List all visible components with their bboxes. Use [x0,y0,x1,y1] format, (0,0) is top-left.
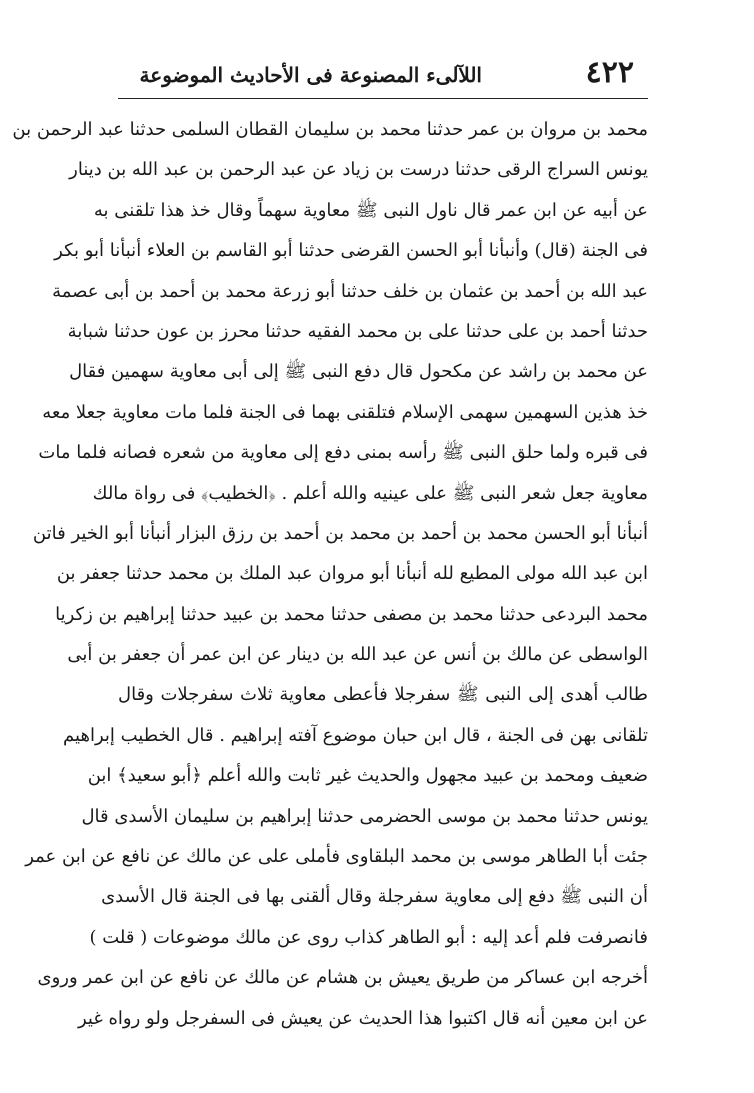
text-line: تلقانى بهن فى الجنة ، قال ابن حبان موضوع آفته إبراهيم . قال الخطيب إبراهيم [63,724,648,746]
text-line: فى قبره ولما حلق النبى ﷺ رأسه بمنى دفع إلى معاوية من شعره فصانه فلما مات [38,442,648,464]
text-line: جئت أبا الطاهر موسى بن محمد البلقاوى فأملى على عن مالك عن نافع عن ابن عمر [25,846,648,868]
text-line: محمد بن مروان بن عمر حدثنا محمد بن سليمان القطان السلمى حدثنا عبد الرحمن بن [12,119,648,140]
text-line: عن ابن معين أنه قال اكتبوا هذا الحديث عن يعيش فى السفرجل ولو رواه غير [78,1007,648,1029]
text-line: الواسطى عن مالك بن أنس عن عبد الله بن دينار عن ابن عمر أن جعفر بن أبى [67,644,648,666]
text-line: طالب أهدى إلى النبى ﷺ سفرجلا فأعطى معاوية ثلاث سفرجلات وقال [118,684,648,706]
page-header [118,50,648,94]
text-line: خذ هذين السهمين سهمى الإسلام فتلقنى بهما فى الجنة فلما مات معاوية جعلا معه [42,401,648,423]
header-rule [118,98,648,99]
text-line: أنبأنا أبو الحسن محمد بن أحمد بن محمد بن أحمد بن رزق البزار أنبأنا أبو الخير فاتن [32,522,648,544]
text-line: يونس حدثنا محمد بن موسى الحضرمى حدثنا إبراهيم بن سليمان الأسدى قال [81,805,648,827]
text-line: معاوية جعل شعر النبى ﷺ على عينيه والله أعلم . ﴿الخطيب﴾ فى رواة مالك [92,482,648,504]
text-line: ابن عبد الله مولى المطيع لله أنبأنا أبو مروان عبد الملك بن محمد حدثنا جعفر بن [56,563,648,585]
running-title: اللآلىء المصنوعة فى الأحاديث الموضوعة [139,63,482,87]
text-line: عبد الله بن أحمد بن عثمان بن خلف حدثنا أبو زرعة محمد بن أحمد بن أبى عصمة [52,280,648,302]
text-line: يونس السراج الرقى حدثنا درست بن زياد عن عبد الرحمن بن عبد الله بن دينار [69,159,648,181]
body-text [12,110,648,1039]
text-line: أن النبى ﷺ دفع إلى معاوية سفرجلة وقال ألقنى بها فى الجنة قال الأسدى [101,886,648,908]
page-number: ٤٢٢ [585,55,634,90]
text-line: محمد البردعى حدثنا محمد بن مصفى حدثنا محمد بن عبيد حدثنا إبراهيم بن زكريا [55,603,648,625]
text-line: عن محمد بن راشد عن مكحول قال دفع النبى ﷺ إلى أبى معاوية سهمين فقال [69,361,648,383]
text-line: ضعيف ومحمد بن عبيد مجهول والحديث غير ثابت والله أعلم ﴿أبو سعيد﴾ ابن [87,765,648,787]
text-line: حدثنا أحمد بن على حدثنا على بن محمد الفقيه حدثنا محرز بن عون حدثنا شبابة [67,320,648,342]
text-line: فى الجنة (قال) وأنبأنا أبو الحسن القرضى حدثنا أبو القاسم بن العلاء أنبأنا أبو بكر [54,240,648,262]
text-line: عن أبيه عن ابن عمر قال ناول النبى ﷺ معاوية سهماً وقال خذ هذا تلقنى به [93,199,648,221]
text-line: أخرجه ابن عساكر من طريق يعيش بن هشام عن مالك عن نافع عن ابن عمر وروى [37,967,648,989]
text-line: فانصرفت فلم أعد إليه : أبو الطاهر كذاب روى عن مالك موضوعات ( قلت ) [89,926,648,948]
